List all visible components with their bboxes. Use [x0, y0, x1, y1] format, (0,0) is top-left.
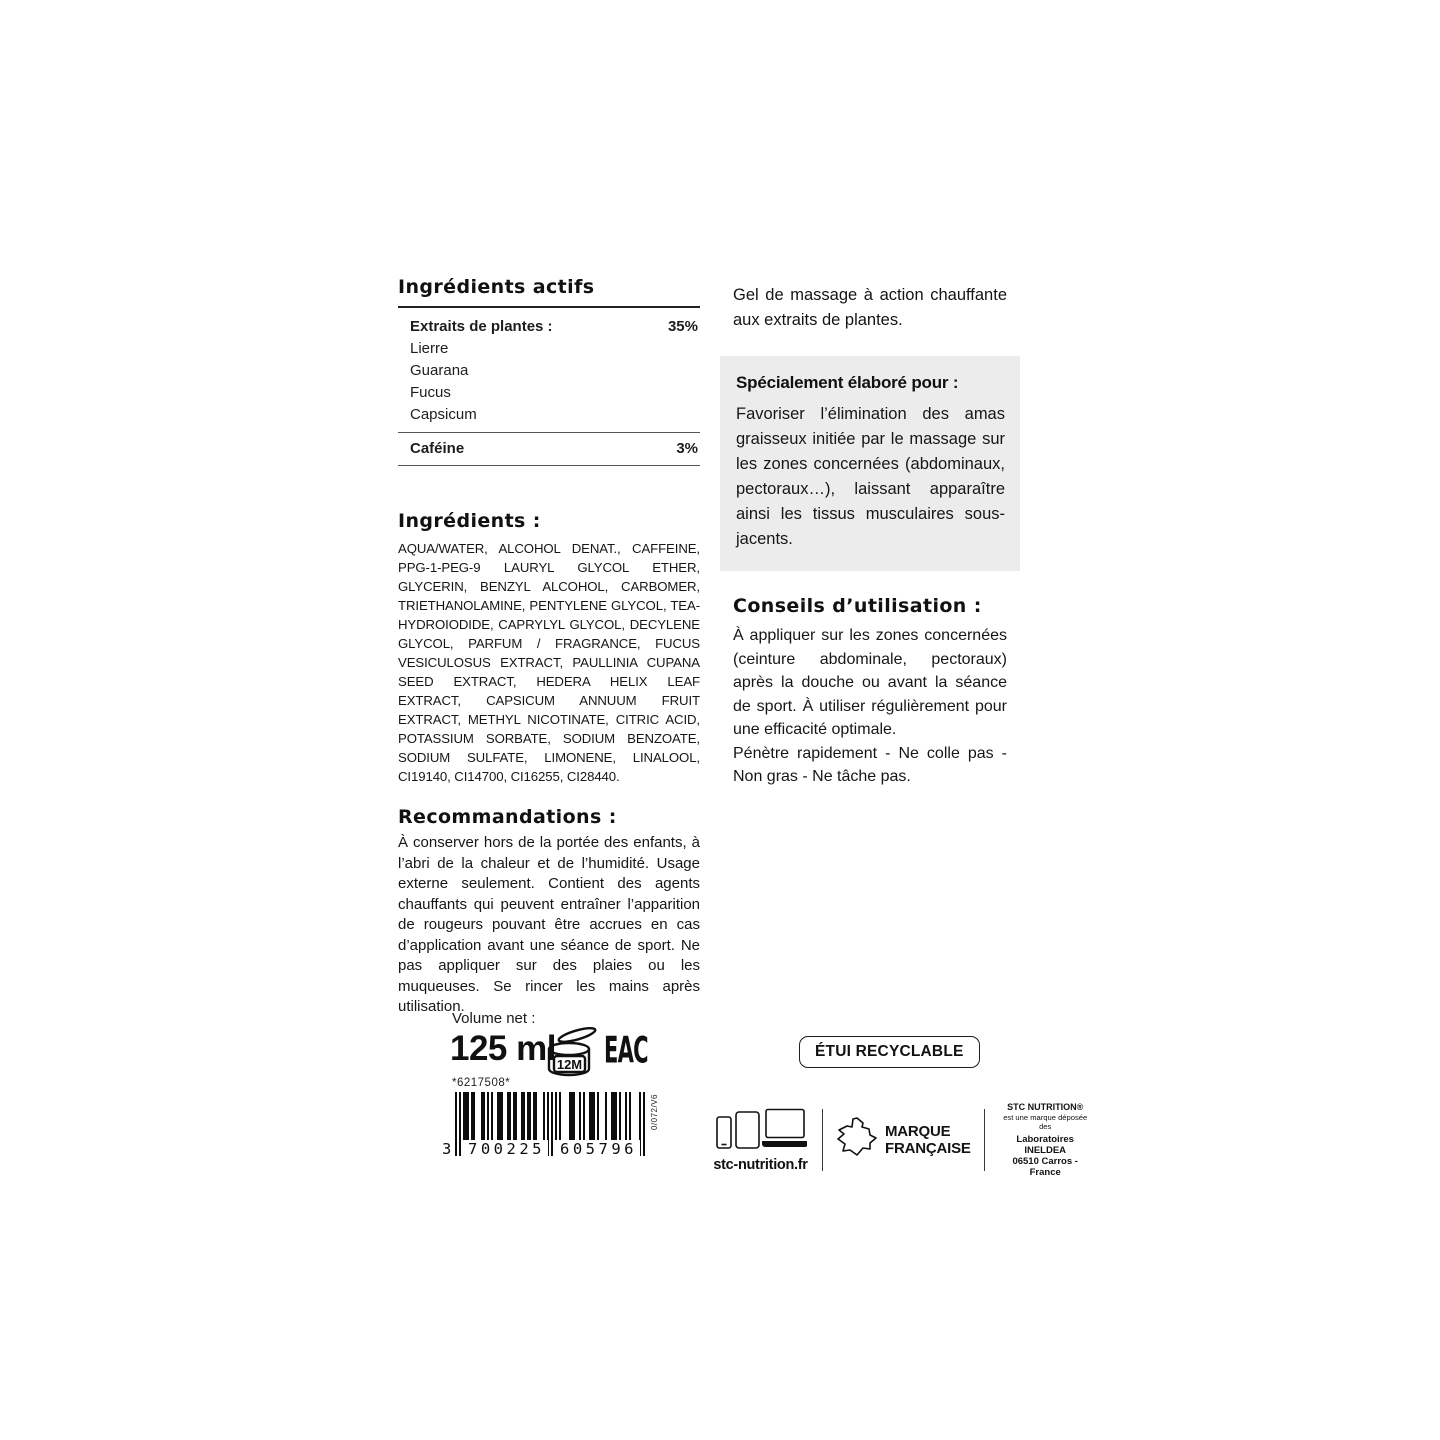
left-column	[398, 276, 700, 1018]
elaborated-text: Favoriser l’élimination des amas graisseux initiée par le massage sur les zones concernées (abdominaux, pectoraux…), laissant apparaître ainsi les tissus musculaires sous-jacents.	[736, 405, 1005, 548]
brand-registered-text: est une marque déposée des	[1003, 1113, 1088, 1131]
website-url: stc-nutrition.fr	[713, 1156, 808, 1173]
caffeine-label: Caféine	[410, 440, 465, 457]
marque-francaise-block	[836, 1116, 971, 1165]
actives-group-value: 35%	[667, 318, 698, 335]
france-map-icon	[836, 1116, 878, 1165]
plant-item: Fucus	[410, 384, 451, 401]
barcode	[442, 1092, 659, 1158]
brand-lab: Laboratoires INELDEA	[1016, 1134, 1074, 1156]
pao-12m-icon	[540, 1026, 602, 1087]
barcode-digits	[442, 1140, 645, 1158]
pao-label: 12M	[556, 1057, 583, 1072]
barcode-group1: 700225	[462, 1140, 548, 1158]
actives-group-label: Extraits de plantes :	[410, 318, 553, 335]
plant-item: Capsicum	[410, 406, 477, 423]
product-description: Gel de massage à action chauffante aux extraits de plantes.	[733, 286, 1007, 329]
actives-row-caffeine	[398, 433, 700, 465]
website-block	[712, 1108, 809, 1173]
divider	[984, 1109, 985, 1171]
serial-code: *6217508*	[452, 1077, 511, 1089]
brand-block	[998, 1102, 1093, 1178]
ingredients-title: Ingrédients :	[398, 510, 541, 532]
recyclable-badge: ÉTUI RECYCLABLE	[799, 1036, 980, 1068]
usage-text-1: À appliquer sur les zones concernées (ceinture abdominale, pectoraux) après la douche ou avant la séance de sport. À utiliser régulièrement pour une efficacité optimale.	[733, 627, 1007, 738]
brand-address: 06510 Carros - France	[1012, 1156, 1078, 1178]
elaborated-box	[720, 356, 1020, 571]
volume-label: Volume net :	[452, 1010, 536, 1027]
actives-title: Ingrédients actifs	[398, 276, 700, 308]
devices-icon	[715, 1137, 807, 1154]
barcode-side-code: 0/072/V6	[650, 1094, 659, 1131]
ingredients-text: AQUA/WATER, ALCOHOL DENAT., CAFFEINE, PPG-1-PEG-9 LAURYL GLYCOL ETHER, GLYCERIN, BENZYL ALCOHOL, CARBOMER, TRIETHANOLAMINE, PENTYLENE GLYCOL, TEA-HYDROIODIDE, CAPRYLYL GLYCOL, DECYLENE GLYCOL, PARFUM / FRAGRANCE, FUCUS VESICULOSUS EXTRACT, PAULLINIA CUPANA SEED EXTRACT, HEDERA HELIX LEAF EXTRACT, CAPSICUM ANNUUM FRUIT EXTRACT, METHYL NICOTINATE, CITRIC ACID, POTASSIUM SORBATE, SODIUM BENZOATE, SODIUM SULFATE, LIMONENE, LINALOOL, CI19140, CI14700, CI16255, CI28440.	[398, 541, 700, 784]
divider	[822, 1109, 823, 1171]
eac-logo: EAC	[604, 1030, 648, 1072]
usage-title: Conseils d’utilisation :	[733, 595, 982, 617]
bottom-logos-row	[712, 1102, 1093, 1178]
marque-line1: MARQUE	[885, 1123, 951, 1140]
table-divider	[398, 465, 700, 466]
caffeine-value: 3%	[676, 440, 698, 457]
barcode-prefix: 3	[442, 1140, 452, 1158]
recommendations-title: Recommandations :	[398, 806, 617, 828]
elaborated-title: Spécialement élaboré pour :	[736, 373, 959, 392]
barcode-group2: 605796	[554, 1140, 640, 1158]
actives-row-plants	[398, 316, 700, 338]
recommendations-text: À conserver hors de la portée des enfants, à l’abri de la chaleur et de l’humidité. Usage externe seulement. Contient des agents chauffants qui peuvent entraîner l’apparition de rougeurs pouvant être accrues en cas d’application avant une séance de sport. Ne pas appliquer sur des plaies ou les muqueuses. Se rincer les mains après utilisation.	[398, 834, 700, 1015]
plant-item: Lierre	[410, 340, 449, 357]
usage-text-2: Pénètre rapidement - Ne colle pas - Non gras - Ne tâche pas.	[733, 744, 1007, 785]
marque-line2: FRANÇAISE	[885, 1140, 971, 1157]
plant-item: Guarana	[410, 362, 469, 379]
brand-name: STC NUTRITION®	[1007, 1102, 1084, 1112]
volume-value: 125 ml	[450, 1029, 556, 1068]
right-column	[720, 283, 1020, 789]
marque-label	[885, 1123, 971, 1157]
